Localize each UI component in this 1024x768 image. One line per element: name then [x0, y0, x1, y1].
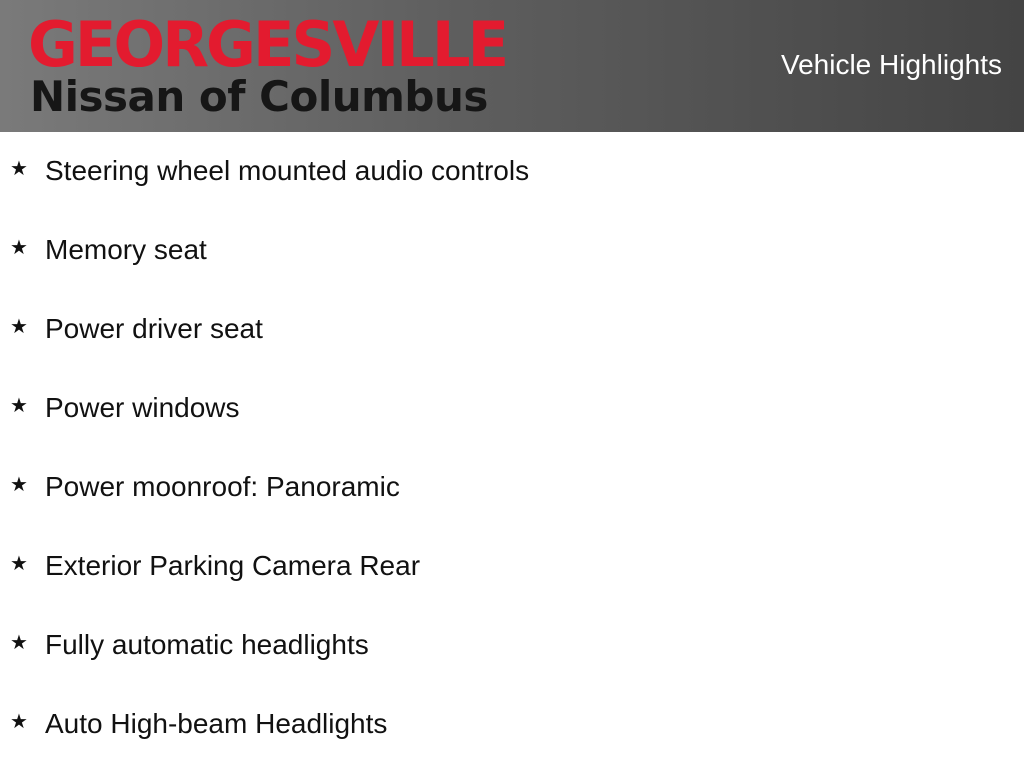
feature-label: Exterior Parking Camera Rear: [45, 550, 421, 581]
page-title: Vehicle Highlights: [780, 49, 1002, 80]
list-item: [0, 132, 1024, 211]
feature-label: Power moonroof: Panoramic: [45, 471, 400, 502]
header-banner: [0, 0, 1024, 132]
dealer-logo: [28, 8, 573, 122]
feature-label: Auto High-beam Headlights: [45, 708, 388, 739]
star-icon: ★: [10, 711, 28, 733]
logo-brand-text: GEORGESVILLE: [28, 8, 507, 81]
feature-label: Fully automatic headlights: [45, 629, 369, 660]
star-icon: ★: [10, 158, 28, 180]
star-icon: ★: [10, 316, 28, 338]
star-icon: ★: [10, 632, 28, 654]
list-item: [0, 527, 1024, 606]
list-item: [0, 369, 1024, 448]
list-item: [0, 448, 1024, 527]
feature-label: Power windows: [45, 392, 240, 423]
feature-label: Power driver seat: [45, 313, 263, 344]
star-icon: ★: [10, 237, 28, 259]
list-item: [0, 290, 1024, 369]
vehicle-highlights-list: [0, 132, 1024, 764]
list-item: [0, 685, 1024, 764]
star-icon: ★: [10, 395, 28, 417]
feature-label: Steering wheel mounted audio controls: [45, 155, 530, 186]
star-icon: ★: [10, 474, 28, 496]
logo-dealer-text: Nissan of Columbus: [30, 72, 488, 121]
star-icon: ★: [10, 553, 28, 575]
feature-label: Memory seat: [45, 234, 207, 265]
list-item: [0, 211, 1024, 290]
list-item: [0, 606, 1024, 685]
